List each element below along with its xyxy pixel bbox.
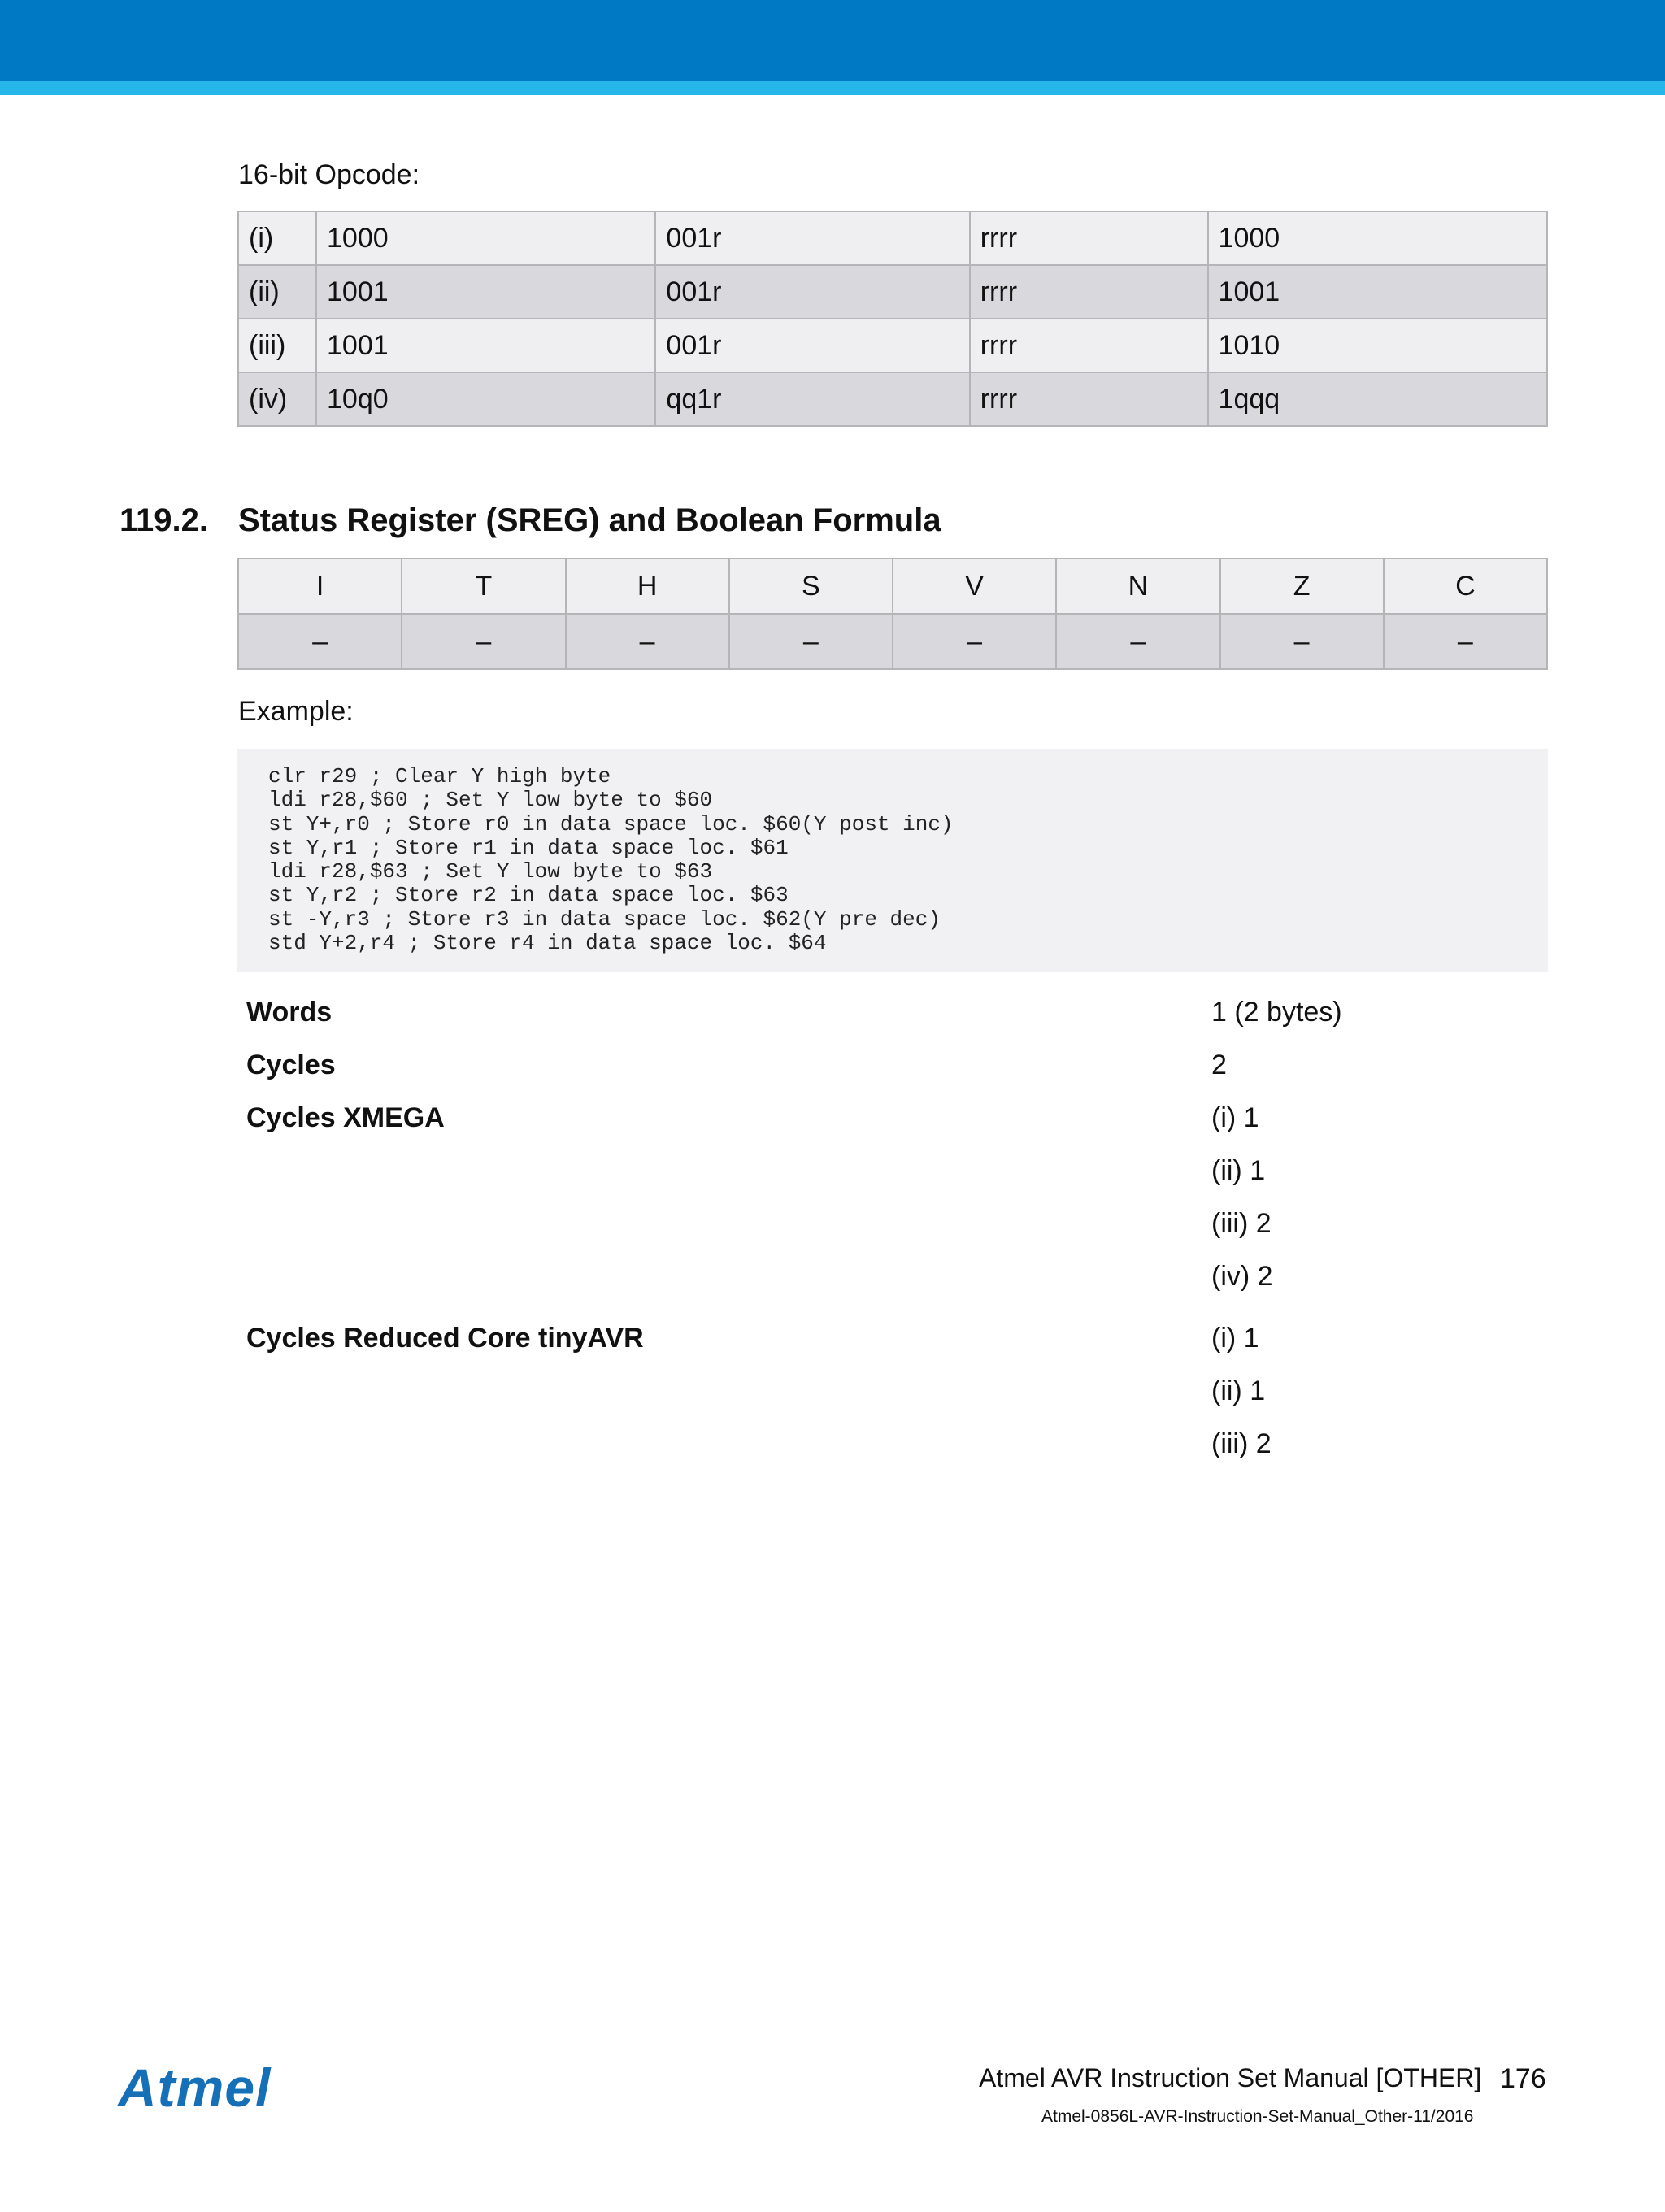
code-line: ldi r28,$63 ; Set Y low byte to $63 <box>268 859 713 884</box>
sreg-table <box>237 558 1548 670</box>
sreg-value: – <box>1384 614 1547 669</box>
opcode-cell: 001r <box>655 265 969 319</box>
section-number: 119.2. <box>120 502 209 538</box>
sreg-flag: V <box>893 558 1056 614</box>
cycles-label: Cycles <box>246 1050 336 1080</box>
sreg-value: – <box>893 614 1056 669</box>
opcode-cell: (iii) <box>238 319 316 372</box>
opcode-cell: rrrr <box>970 372 1208 426</box>
cycles-xmega-label: Cycles XMEGA <box>246 1102 445 1133</box>
code-line: clr r29 ; Clear Y high byte <box>268 764 611 789</box>
sreg-flag: S <box>729 558 893 614</box>
atmel-logo: Atmel <box>118 2058 272 2118</box>
opcode-cell: rrrr <box>970 265 1208 319</box>
cycles-tiny-value: (i) 1 <box>1211 1323 1259 1354</box>
opcode-cell: 001r <box>655 319 969 372</box>
cycles-xmega-value: (iii) 2 <box>1211 1208 1272 1239</box>
code-line: ldi r28,$60 ; Set Y low byte to $60 <box>268 788 713 813</box>
sreg-flag: I <box>238 558 402 614</box>
table-row <box>238 372 1547 426</box>
opcode-cell: 1000 <box>1208 211 1547 265</box>
header-accent-strip <box>0 81 1665 95</box>
sreg-flag: Z <box>1220 558 1384 614</box>
sreg-flag: C <box>1384 558 1547 614</box>
sreg-value: – <box>1056 614 1219 669</box>
code-line: st Y,r2 ; Store r2 in data space loc. $63 <box>268 883 789 908</box>
cycles-tiny-value: (ii) 1 <box>1211 1375 1266 1406</box>
document-id: Atmel-0856L-AVR-Instruction-Set-Manual_Other-11/2016 <box>1041 2107 1474 2126</box>
opcode-cell: 001r <box>655 211 969 265</box>
cycles-xmega-value: (iv) 2 <box>1211 1261 1273 1292</box>
code-line: std Y+2,r4 ; Store r4 in data space loc. $64 <box>268 931 827 956</box>
table-row <box>238 614 1547 669</box>
sreg-flag: H <box>566 558 729 614</box>
table-row <box>238 211 1547 265</box>
table-row <box>238 558 1547 614</box>
example-label: Example: <box>238 696 354 727</box>
opcode-caption: 16-bit Opcode: <box>238 159 420 190</box>
opcode-cell: (ii) <box>238 265 316 319</box>
sreg-value: – <box>729 614 893 669</box>
opcode-cell: 1001 <box>1208 265 1547 319</box>
opcode-cell: (iv) <box>238 372 316 426</box>
table-row <box>238 319 1547 372</box>
code-line: st Y+,r0 ; Store r0 in data space loc. $60(Y post inc) <box>268 811 954 837</box>
table-row <box>238 265 1547 319</box>
opcode-cell: 10q0 <box>316 372 655 426</box>
footer-title: Atmel AVR Instruction Set Manual [OTHER] <box>979 2063 1482 2092</box>
opcode-cell: qq1r <box>655 372 969 426</box>
cycles-tiny-value: (iii) 2 <box>1211 1428 1272 1459</box>
page-number: 176 <box>1500 2063 1546 2094</box>
sreg-flag: N <box>1056 558 1219 614</box>
opcode-cell: 1qqq <box>1208 372 1547 426</box>
words-value: 1 (2 bytes) <box>1211 997 1342 1028</box>
sreg-value: – <box>238 614 402 669</box>
sreg-value: – <box>402 614 565 669</box>
sreg-flag: T <box>402 558 565 614</box>
cycles-tiny-label: Cycles Reduced Core tinyAVR <box>246 1323 644 1354</box>
cycles-value: 2 <box>1211 1050 1227 1080</box>
opcode-cell: 1010 <box>1208 319 1547 372</box>
opcode-table <box>237 211 1548 427</box>
opcode-cell: rrrr <box>970 319 1208 372</box>
opcode-cell: rrrr <box>970 211 1208 265</box>
cycles-xmega-value: (ii) 1 <box>1211 1155 1266 1186</box>
cycles-xmega-value: (i) 1 <box>1211 1102 1259 1133</box>
header-bar <box>0 0 1665 81</box>
opcode-cell: 1001 <box>316 319 655 372</box>
section-title: Status Register (SREG) and Boolean Formula <box>238 502 941 538</box>
sreg-value: – <box>566 614 729 669</box>
opcode-cell: (i) <box>238 211 316 265</box>
opcode-cell: 1000 <box>316 211 655 265</box>
code-line: st Y,r1 ; Store r1 in data space loc. $61 <box>268 835 789 860</box>
code-line: st -Y,r3 ; Store r3 in data space loc. $62(Y pre dec) <box>268 906 941 932</box>
sreg-value: – <box>1220 614 1384 669</box>
opcode-cell: 1001 <box>316 265 655 319</box>
code-block <box>237 749 1548 972</box>
words-label: Words <box>246 997 333 1028</box>
